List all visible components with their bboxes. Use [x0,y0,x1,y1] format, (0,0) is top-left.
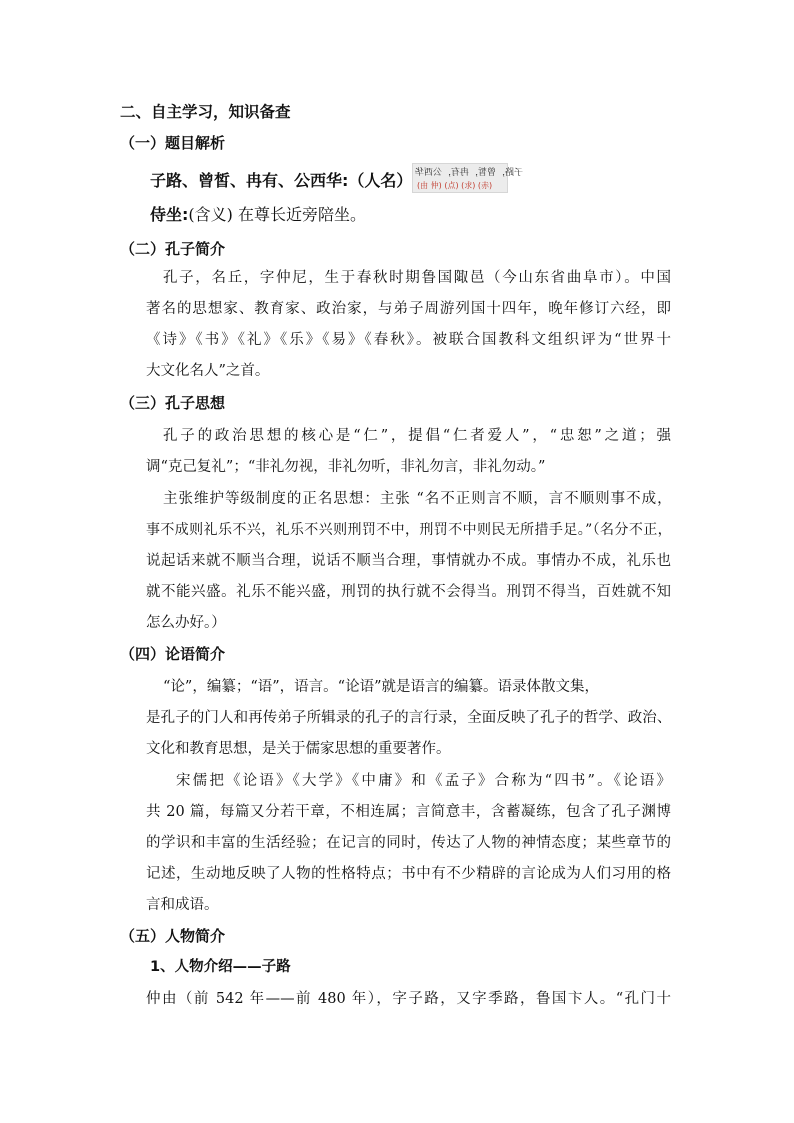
para-line: 调“克己复礼”；“非礼勿视，非礼勿听，非礼勿言，非礼勿动。” [146,459,546,475]
para-line: 共 20 篇，每篇又分若干章，不相连属；言简意丰，含蓄凝练，包含了孔子渊博 [146,804,671,820]
section-title: 二、自主学习，知识备查 [120,103,291,121]
para-line: “论”，编纂；“语”，语言。“论语”就是语言的编纂。语录体散文集， [163,679,599,695]
para-line: 文化和教育思想，是关于儒家思想的重要著作。 [146,741,451,757]
shizuo-meaning: 在尊长近旁陪坐。 [238,205,367,224]
para-line: 孔子的政治思想的核心是“仁”，提倡“仁者爱人”，“忠恕”之道；强 [163,428,671,444]
names-label: 子路、曾皙、冉有、公西华:（人名） [150,171,413,190]
para-line: 事不成则礼乐不兴，礼乐不兴则刑罚不中，刑罚不中则民无所措手足。”（名分不正， [146,522,671,538]
annotation-bottom-text: (由 仲) (点) (求) (赤) [417,181,493,190]
item-title-zilu: 1、人物介绍——子路 [150,959,291,975]
heading-character-intro: （五）人物简介 [120,927,226,945]
para-line: 说起话来就不顺当合理，说话不顺当合理，事情就办不成。事情办不成，礼乐也 [146,553,671,569]
shizuo-label: 侍坐: [150,205,189,224]
para-line: 的学识和丰富的生活经验；在记言的同时，传达了人物的神情态度；某些章节的 [146,835,671,851]
para-line: 是孔子的门人和再传弟子所辑录的孔子的言行录，全面反映了孔子的哲学、政治、 [146,710,671,726]
para-line: 就不能兴盛。礼乐不能兴盛，刑罚的执行就不会得当。刑罚不得当，百姓就不知 [146,584,671,600]
shizuo-line [150,204,366,226]
names-annotation-image [412,163,524,193]
para-line: 大文化名人”之首。 [146,363,270,379]
para-line: 孔子，名丘，字仲尼，生于春秋时期鲁国陬邑（今山东省曲阜市）。中国 [163,270,671,286]
heading-confucius-thought: （三）孔子思想 [120,394,226,412]
para-line: 宋儒把《论语》《大学》《中庸》和《孟子》合称为“四书”。《论语》 [176,773,671,789]
para-line: 记述，生动地反映了人物的性格特点；书中有不少精辟的言论成为人们习用的格 [146,866,671,882]
para-line: 言和成语。 [146,897,219,913]
para-line: 怎么办好。） [146,615,226,631]
heading-analects-intro: （四）论语简介 [120,645,226,663]
para-line: 著名的思想家、教育家、政治家，与弟子周游列国十四年，晚年修订六经，即 [146,301,671,317]
para-line: 仲由（前 542 年——前 480 年），字子路，又字季路，鲁国卞人。“孔门十 [146,991,671,1007]
para-line: 主张维护等级制度的正名思想：主张 “名不正则言不顺，言不顺则事不成， [163,491,671,507]
annotation-top-text: 子路，曾皙，冉有，公西华 [415,168,524,178]
heading-confucius-intro: （二）孔子简介 [120,240,226,258]
para-line: 《诗》《书》《礼》《乐》《易》《春秋》。被联合国教科文组织评为“世界十 [146,332,671,348]
heading-title-analysis: （一）题目解析 [120,134,226,152]
shizuo-meaning-prefix: (含义) [188,205,233,224]
